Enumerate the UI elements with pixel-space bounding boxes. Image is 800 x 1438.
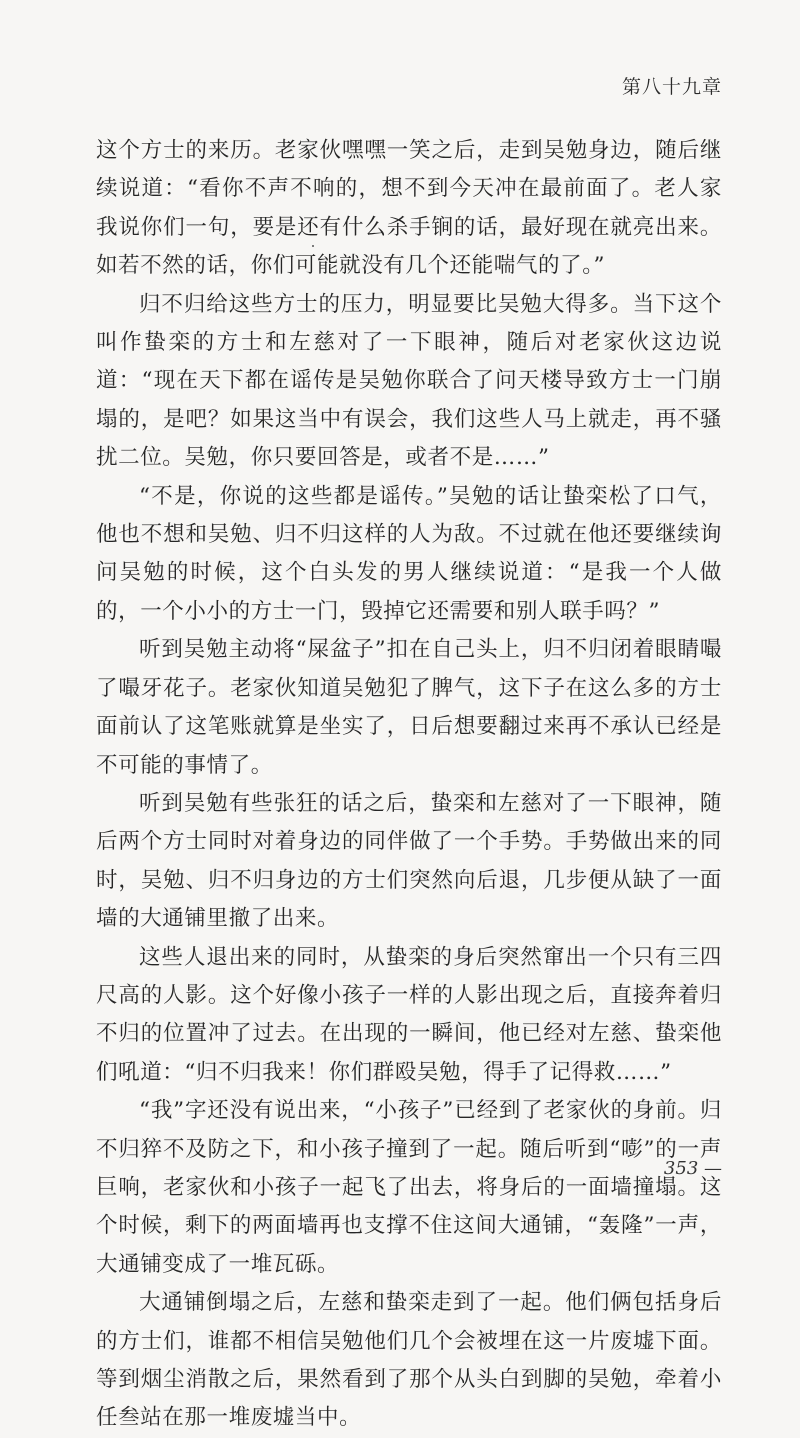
paragraph: 听到吴勉主动将“屎盆子”扣在自己头上，归不归闭着眼睛嘬了嘬牙花子。老家伙知道吴勉犯了脾气，这下子在这么多的方士面前认了这笔账就算是坐实了，日后想要翻过来再不承认已经是不可能的事情了。 <box>96 637 722 778</box>
paragraph: “我”字还没有说出来，“小孩子”已经到了老家伙的身前。归不归猝不及防之下，和小孩子撞到了一起。随后听到“嘭”的一声巨响，老家伙和小孩子一起飞了出去，将身后的一面墙撞塌。这个时候，剩下的两面墙再也支撑不住这间大通铺，“轰隆”一声，大通铺变成了一堆瓦砾。 <box>96 1098 722 1277</box>
paragraph: “不是，你说的这些都是谣传。”吴勉的话让蛰栾松了口气，他也不想和吴勉、归不归这样的人为敌。不过就在他还要继续询问吴勉的时候，这个白头发的男人继续说道：“是我一个人做的，一个小小的方士一门，毁掉它还需要和别人联手吗？” <box>96 483 722 624</box>
paragraph: 这个方士的来历。老家伙嘿嘿一笑之后，走到吴勉身边，随后继续说道：“看你不声不响的，想不到今天冲在最前面了。老人家我说你们一句，要是还有什么杀手锏的话，最好现在就亮出来。如若不然的话，你们可能就没有几个还能喘气的了。” <box>96 138 722 279</box>
paragraph: 大通铺倒塌之后，左慈和蛰栾走到了一起。他们俩包括身后的方士们，谁都不相信吴勉他们几个会被埋在这一片废墟下面。等到烟尘消散之后，果然看到了那个从头白到脚的吴勉，牵着小任叁站在那一堆废墟当中。 <box>96 1290 722 1431</box>
paragraph: 归不归给这些方士的压力，明显要比吴勉大得多。当下这个叫作蛰栾的方士和左慈对了一下眼神，随后对老家伙这边说道：“现在天下都在谣传是吴勉你联合了问天楼导致方士一门崩塌的，是吧？如果这当中有误会，我们这些人马上就走，再不骚扰二位。吴勉，你只要回答是，或者不是……” <box>96 291 722 471</box>
page-number: 353 — <box>663 1158 722 1179</box>
paragraph: 听到吴勉有些张狂的话之后，蛰栾和左慈对了一下眼神，随后两个方士同时对着身边的同伴做了一个手势。手势做出来的同时，吴勉、归不归身边的方士们突然向后退，几步便从缺了一面墙的大通铺里撤了出来。 <box>96 790 722 932</box>
body-text <box>96 132 722 1438</box>
chapter-heading: 第八十九章 <box>621 76 722 98</box>
paragraph: 这些人退出来的同时，从蛰栾的身后突然窜出一个只有三四尺高的人影。这个好像小孩子一样的人影出现之后，直接奔着归不归的位置冲了过去。在出现的一瞬间，他已经对左慈、蛰栾他们吼道：“归不归我来！你们群殴吴勉，得手了记得救……” <box>96 944 722 1085</box>
print-speck <box>312 245 314 247</box>
